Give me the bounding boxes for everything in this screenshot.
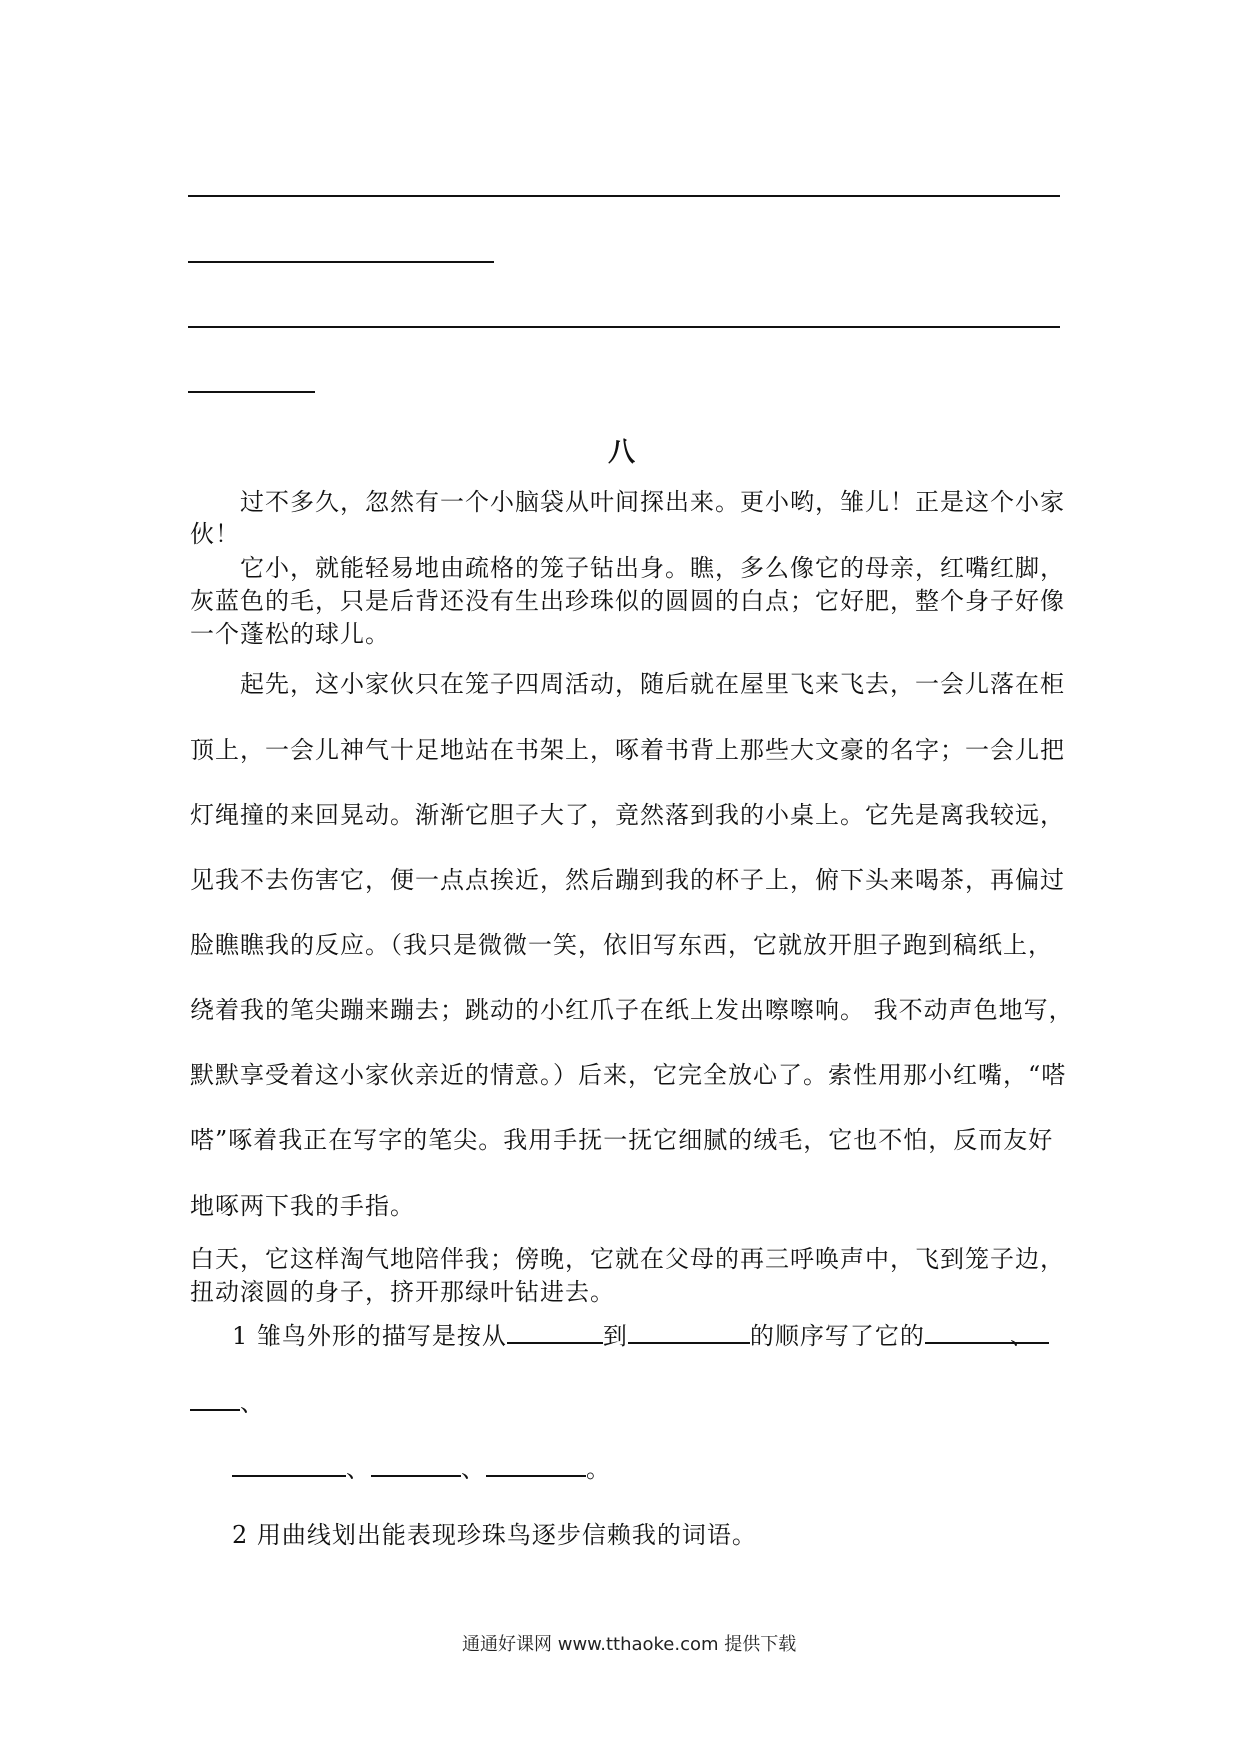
answer-blank[interactable] (232, 1453, 346, 1477)
question-1-line-3 (232, 1449, 611, 1484)
passage-line: 默默享受着这小家伙亲近的情意。）后来，它完全放心了。索性用那小红嘴，“嗒 (190, 1061, 1067, 1089)
passage-line: 灯绳撞的来回晃动。渐渐它胆子大了，竟然落到我的小桌上。它先是离我较远， (190, 801, 1065, 829)
answer-blank[interactable] (507, 1320, 603, 1344)
question-2-text: 2 用曲线划出能表现珍珠鸟逐步信赖我的词语。 (232, 1521, 757, 1549)
page-footer: 通通好课网 www.tthaoke.com 提供下载 (462, 1634, 797, 1655)
passage-line: 顶上，一会儿神气十足地站在书架上，啄着书背上那些大文豪的名字；一会儿把 (190, 736, 1065, 764)
answer-line[interactable] (188, 261, 494, 263)
passage-line: 嗒”啄着我正在写字的笔尖。我用手抚一抚它细腻的绒毛，它也不怕，反而友好 (190, 1126, 1054, 1154)
passage-line: 白天，它这样淘气地陪伴我；傍晚，它就在父母的再三呼唤声中，飞到笼子边， (190, 1245, 1065, 1273)
question-1-text: 到 (602, 1322, 628, 1350)
sentence-period: 。 (586, 1455, 611, 1483)
answer-blank[interactable] (190, 1387, 240, 1411)
answer-blank[interactable] (486, 1453, 586, 1477)
passage-line: 绕着我的笔尖蹦来蹦去；跳动的小红爪子在纸上发出嚓嚓响。 我不动声色地写， (190, 996, 1074, 1024)
passage-line: 脸瞧瞧我的反应。（我只是微微一笑，依旧写东西，它就放开胆子跑到稿纸上， (190, 931, 1053, 959)
passage-line: 起先，这小家伙只在笼子四周活动，随后就在屋里飞来飞去，一会儿落在柜 (240, 670, 1065, 698)
answer-blank[interactable] (371, 1453, 461, 1477)
answer-line[interactable] (188, 195, 1060, 197)
section-title: 八 (608, 437, 636, 468)
enumeration-comma: 、 (1010, 1322, 1035, 1350)
question-1-line-1 (232, 1316, 1049, 1351)
question-1-text: 的顺序写了它的 (749, 1322, 925, 1350)
passage-line: 灰蓝色的毛，只是后背还没有生出珍珠似的圆圆的白点；它好肥，整个身子好像 (190, 587, 1065, 615)
answer-blank[interactable] (628, 1320, 750, 1344)
question-1-text: 1 雏鸟外形的描写是按从 (232, 1322, 507, 1350)
passage-line: 一个蓬松的球儿。 (190, 620, 390, 648)
passage-line: 扭动滚圆的身子，挤开那绿叶钻进去。 (190, 1278, 615, 1306)
passage-line: 过不多久，忽然有一个小脑袋从叶间探出来。更小哟，雏儿！正是这个小家 (240, 488, 1065, 516)
passage-line: 它小，就能轻易地由疏格的笼子钻出身。瞧，多么像它的母亲，红嘴红脚， (240, 554, 1065, 582)
passage-line: 见我不去伤害它，便一点点挨近，然后蹦到我的杯子上，俯下头来喝茶，再偏过 (190, 866, 1065, 894)
passage-line: 伙！ (190, 520, 240, 548)
enumeration-comma: 、 (240, 1389, 265, 1417)
enumeration-comma: 、 (346, 1455, 371, 1483)
enumeration-comma: 、 (461, 1455, 486, 1483)
question-1-line-2 (190, 1383, 265, 1418)
answer-line[interactable] (188, 391, 315, 393)
passage-line: 地啄两下我的手指。 (190, 1192, 415, 1220)
answer-line[interactable] (188, 326, 1060, 328)
